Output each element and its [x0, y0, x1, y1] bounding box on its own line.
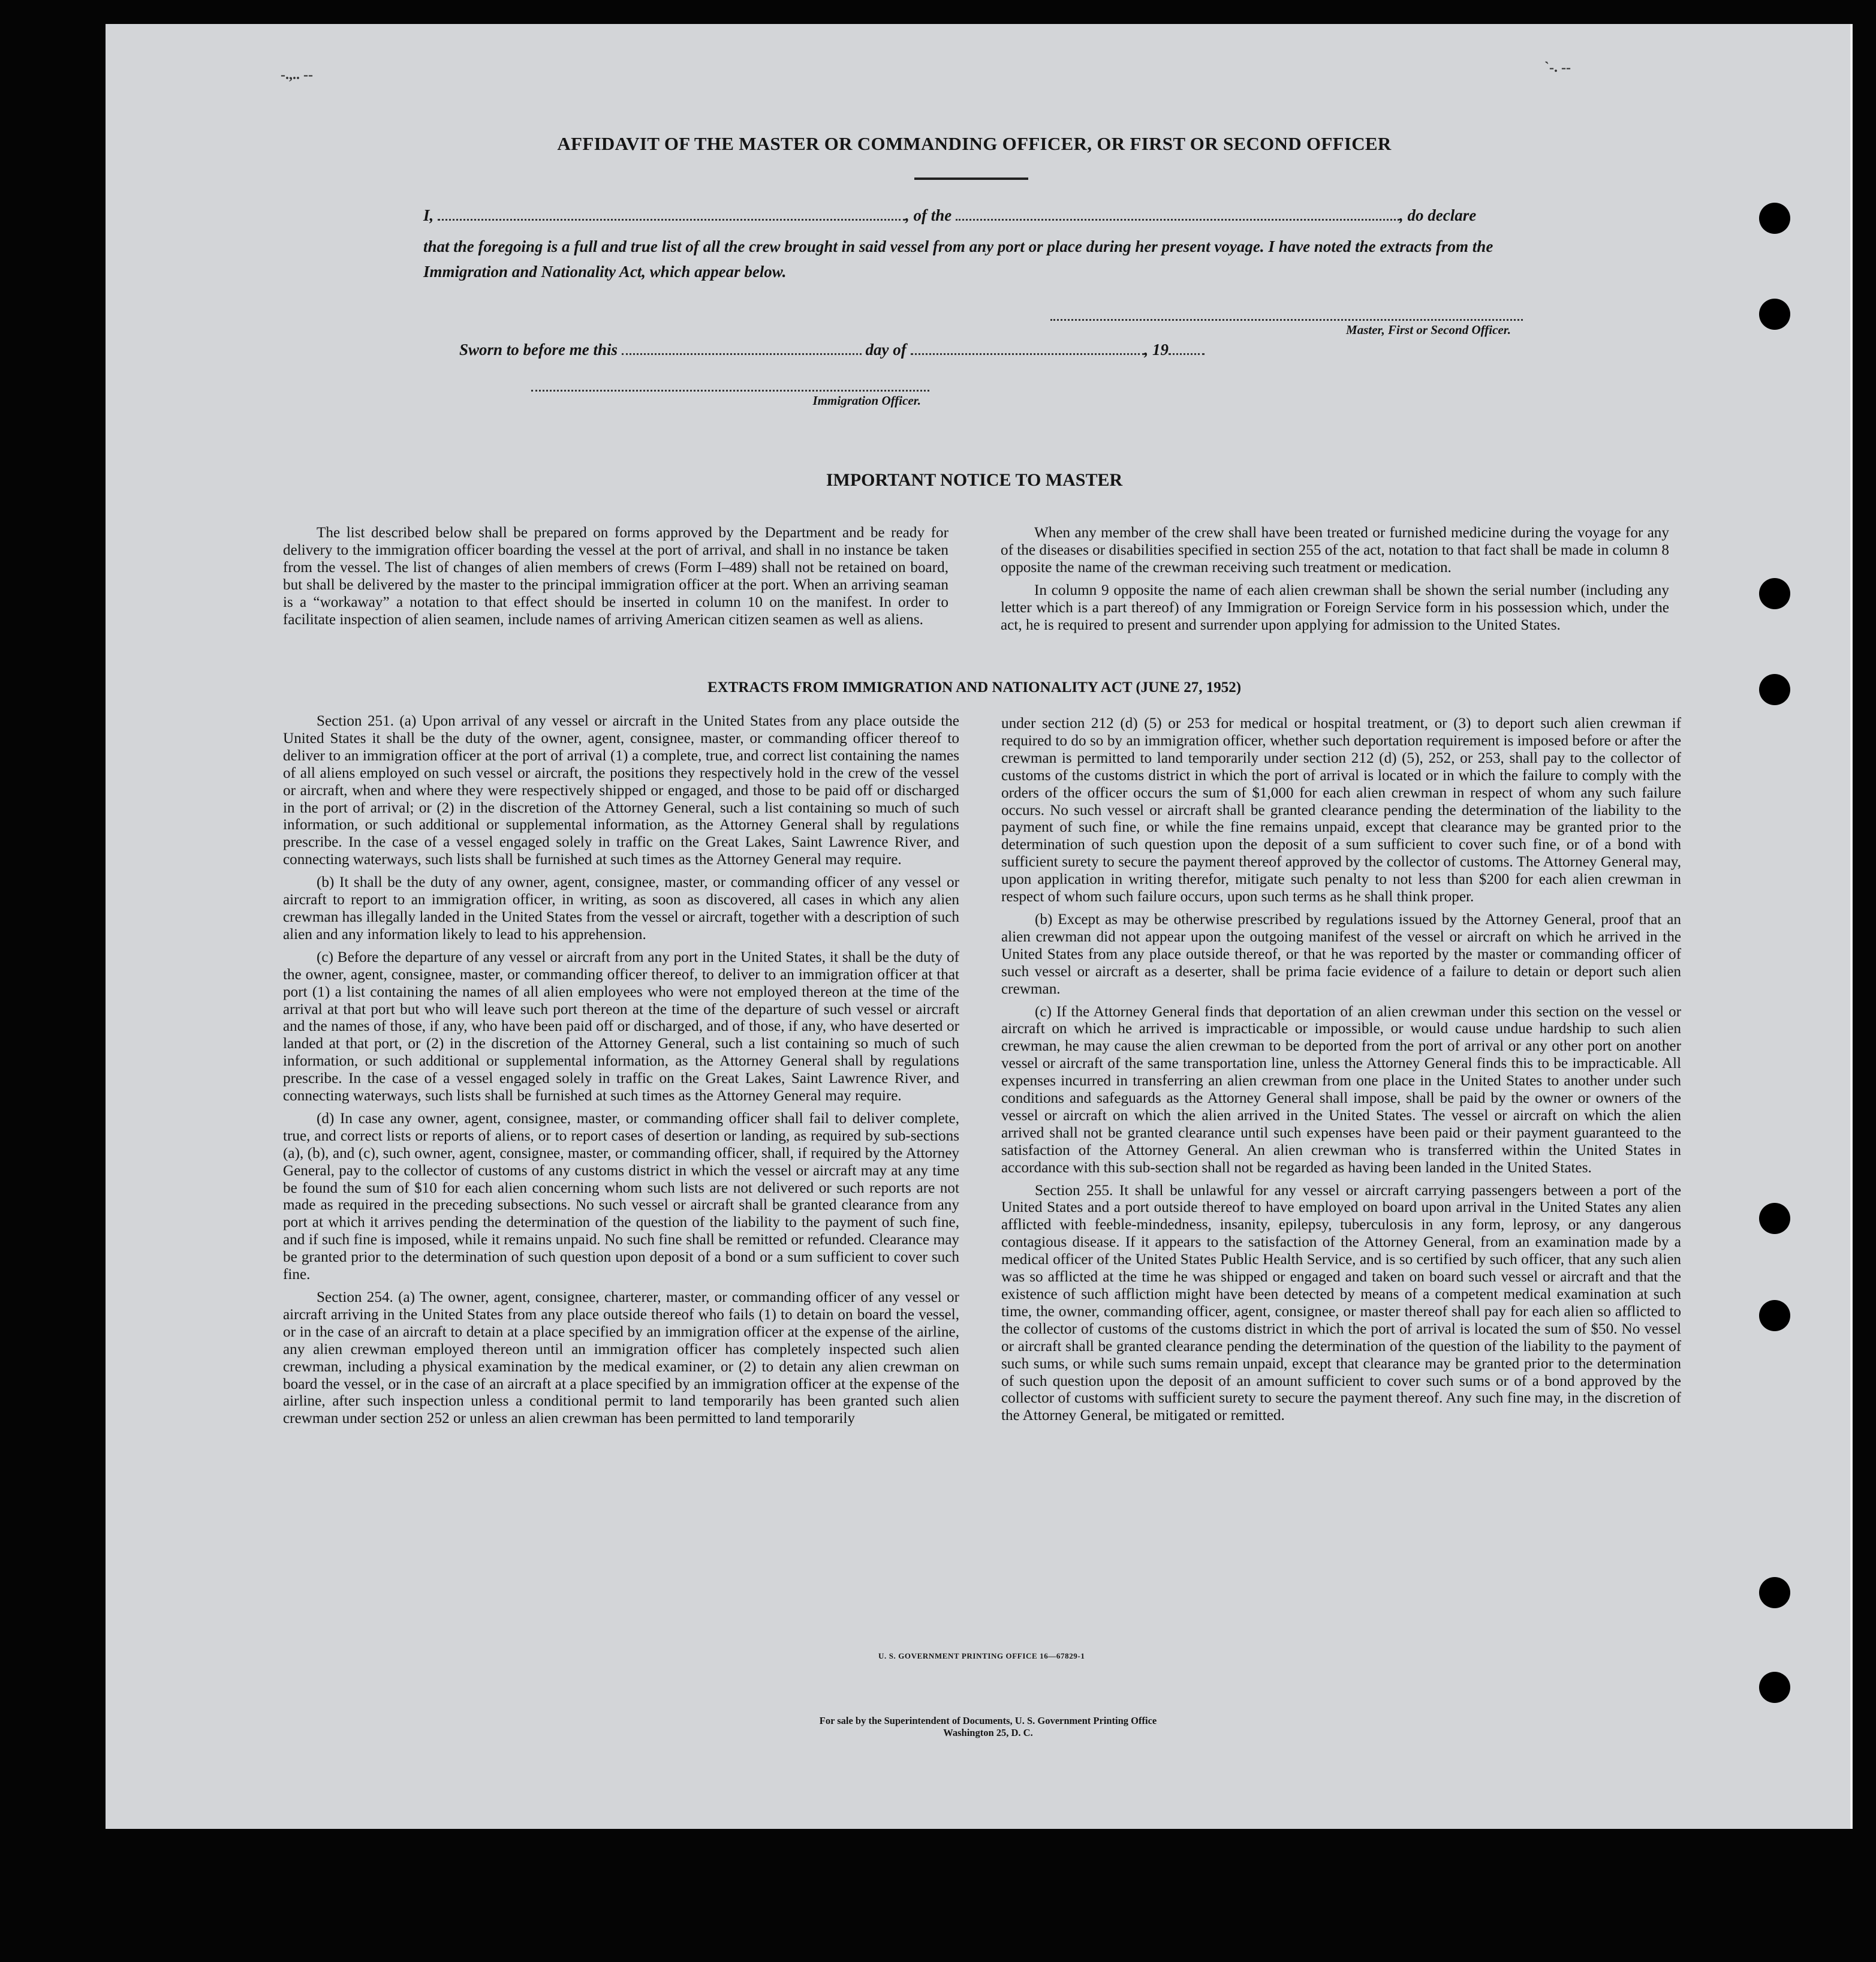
sworn-line — [459, 341, 1205, 359]
title-rule — [914, 177, 1028, 180]
sheet-edge — [1850, 24, 1853, 1829]
extract-paragraph: (d) In case any owner, agent, consignee, master, or commanding officer shall fail to deliver complete, true, and correct lists or reports of aliens, or to report cases of desertion or landing, as required by sub-sections (a), (b), and (c), such owner, agent, consignee, master, or commanding officer, shall, if required by the Attorney General, pay to the collector of customs of any customs district in which the vessel or aircraft may at any time be found the sum of $10 for each alien concerning whom such lists are not delivered or such reports are not made as required in the preceding subsections. No such vessel or aircraft shall be granted clearance from any port at which it arrives pending the determination of the question of the liability to the payment of such fine, and if such fine is imposed, while it remains unpaid. No such fine shall be remitted or refunded. Clearance may be granted prior to the determination of such question upon deposit of a bond or a sum sufficient to cover such fine. — [283, 1110, 959, 1283]
notice-paragraph: The list described below shall be prepared on forms approved by the Department and be ready for delivery to the immigration officer boarding the vessel at the port of arrival, and shall in no instance be taken from the vessel. The list of changes of alien members of crews (Form I–489) shall not be retained on board, but shall be delivered by the master to the principal immigration officer at the port. When an arriving seaman is a “workaway” a notation to that effect should be inserted in column 10 on the manifest. In order to facilitate inspection of alien seamen, include names of arriving American citizen seamen as well as aliens. — [283, 525, 948, 628]
sworn-month-field[interactable] — [911, 342, 1145, 355]
vessel-field[interactable] — [956, 208, 1399, 221]
declaration-text: that the foregoing is a full and true list of all the crew brought in said vessel from any port or place during her present voyage. I have noted the extracts from the Immigration and Nationality Act, which appear below. — [423, 237, 1493, 281]
punch-hole — [1759, 578, 1790, 609]
day-of-label: day of — [865, 341, 907, 359]
corner-mark-right: `-. -- — [1544, 60, 1571, 76]
immigration-officer-label: Immigration Officer. — [812, 393, 921, 408]
sworn-label: Sworn to before me this — [459, 341, 618, 359]
i-label: I, — [423, 206, 434, 224]
name-field[interactable] — [438, 208, 905, 221]
declaration-line — [423, 206, 1526, 225]
notice-right-column — [1001, 525, 1669, 639]
extract-paragraph: (c) If the Attorney General finds that deportation of an alien crewman under this section on the vessel or aircraft on which he arrived is impracticable or impossible, or would cause undue hardship to such alien crewman, he may cause the alien crewman to be deported from the port of arrival or any other port on another vessel or aircraft of the same transportation line, unless the Attorney General finds this to be impracticable. All expenses incurred in transferring an alien crewman from one place in the United States to another under such conditions and safeguards as the Attorney General shall impose, shall be paid by the owner or owners of the vessel or aircraft on which the alien arrived in the United States. The vessel or aircraft on which the alien arrived shall not be granted clearance until such expenses have been paid or their payment guaranteed to the satisfaction of the Attorney General. An alien crewman who is transferred within the United States in accordance with this sub-section shall not be regarded as having been landed in the United States. — [1001, 1003, 1681, 1176]
do-declare-label: , do declare — [1399, 206, 1477, 224]
extracts-title: EXTRACTS FROM IMMIGRATION AND NATIONALITY ACT (JUNE 27, 1952) — [707, 679, 1242, 696]
notice-title: IMPORTANT NOTICE TO MASTER — [826, 470, 1123, 490]
sworn-year-field[interactable] — [1169, 342, 1205, 355]
extract-paragraph: Section 251. (a) Upon arrival of any vessel or aircraft in the United States from any place outside the United States it shall be the duty of the owner, agent, consignee, master, or commanding officer thereof to deliver to an immigration officer at the port of arrival (1) a complete, true, and correct list containing the names of all aliens employed on such vessel or aircraft, the positions they respectively hold in the crew of the vessel or aircraft, when and where they were respectively shipped or engaged, and those to be paid off or discharged in the port of arrival; or (2) in the discretion of the Attorney General, such a list containing so much of such information, or such additional or supplemental information, as the Attorney General shall by regulations prescribe. In the case of a vessel engaged solely in traffic on the Great Lakes, Saint Lawrence River, and connecting waterways, such lists shall be furnished at such times as the Attorney General may require. — [283, 713, 959, 868]
for-sale-notice — [0, 1715, 1876, 1739]
extracts-left-column — [283, 713, 959, 1433]
affidavit-title: AFFIDAVIT OF THE MASTER OR COMMANDING OFFICER, OR FIRST OR SECOND OFFICER — [557, 133, 1392, 154]
punch-hole — [1759, 1203, 1790, 1234]
extract-paragraph: under section 212 (d) (5) or 253 for medical or hospital treatment, or (3) to deport such alien crewman if required to do so by an immigration officer, whether such deportation requirement is imposed before or after the crewman is permitted to land temporarily under section 212 (d) (5), 252, or 253, shall pay to the collector of customs of the customs district in which the port of arrival is located or in which the failure to comply with the orders of the officer occurs the sum of $1,000 for each alien crewman in respect of whom any such failure occurs. No such vessel or aircraft shall be granted clearance pending the determination of the liability to the payment of such fine, or while the fine remains unpaid, except that clearance may be granted prior to the determination of such question upon the deposit of a sum sufficient to cover such fine, or of a bond with sufficient surety to secure the payment thereof approved by the collector of customs. The Attorney General may, upon application in writing therefor, mitigate such penalty to not less than $200 for each alien crewman in respect of whom such failure occurs, upon such terms as he shall think proper. — [1001, 715, 1681, 905]
punch-hole — [1759, 1672, 1790, 1703]
punch-hole — [1759, 203, 1790, 234]
for-sale-line: For sale by the Superintendent of Documents, U. S. Government Printing Office — [819, 1715, 1157, 1726]
notice-paragraph: When any member of the crew shall have been treated or furnished medicine during the voyage for any of the diseases or disabilities specified in section 255 of the act, notation to that fact shall be made in column 8 opposite the name of the crewman receiving such treatment or medication. — [1001, 525, 1669, 576]
punch-hole — [1759, 1300, 1790, 1331]
extract-paragraph: (b) It shall be the duty of any owner, agent, consignee, master, or commanding officer of any vessel or aircraft to report to an immigration officer, in writing, as soon as discovered, all cases in which any alien crewman has illegally landed in the United States from the vessel or aircraft, together with a description of such alien and any information likely to lead to his apprehension. — [283, 874, 959, 943]
master-signature-field[interactable] — [1050, 319, 1523, 321]
of-the-label: , of the — [905, 206, 952, 224]
gpo-imprint: U. S. GOVERNMENT PRINTING OFFICE 16—67829-1 — [878, 1651, 1085, 1660]
punch-hole — [1759, 1577, 1790, 1608]
year-label: , 19 — [1144, 341, 1169, 359]
extract-paragraph: (b) Except as may be otherwise prescribed by regulations issued by the Attorney General, proof that an alien crewman did not appear upon the outgoing manifest of the vessel or aircraft on which he arrived in the United States from any place outside thereof, or that he was reported by the master or commanding officer of such vessel or aircraft as a deserter, shall be prima facie evidence of a failure to detain or deport such alien crewman. — [1001, 911, 1681, 997]
notice-left-column — [283, 525, 948, 634]
for-sale-address: Washington 25, D. C. — [943, 1727, 1033, 1738]
extract-paragraph: (c) Before the departure of any vessel or aircraft from any port in the United States, it shall be the duty of the owner, agent, consignee, master, or commanding officer thereof, to deliver to an immigration officer at that port (1) a list containing the names of all alien employees who were not employed thereon at the time of the arrival at that port but who will leave such port thereon at the time of the departure of such vessel or aircraft and the names of those, if any, who have been paid off or discharged, and of those, if any, who have deserted or landed at that port, or (2) in the discretion of the Attorney General, such a list containing so much of such information, or such additional or supplemental information, as the Attorney General shall by regulations prescribe. In the case of a vessel engaged solely in traffic on the Great Lakes, Saint Lawrence River, and connecting waterways, such lists shall be furnished at such times as the Attorney General may require. — [283, 949, 959, 1105]
extracts-right-column — [1001, 715, 1681, 1430]
corner-mark-left: -.,.. -- — [281, 67, 313, 83]
immigration-officer-signature-field[interactable] — [531, 390, 929, 392]
master-signature-label: Master, First or Second Officer. — [1346, 323, 1511, 337]
notice-paragraph: In column 9 opposite the name of each alien crewman shall be shown the serial number (including any letter which is a part thereof) of any Immigration or Foreign Service form in his possession which, under the act, he is required to present and surrender upon applying for admission to the United States. — [1001, 582, 1669, 633]
sworn-day-field[interactable] — [622, 342, 862, 355]
punch-hole — [1759, 299, 1790, 330]
extract-paragraph: Section 255. It shall be unlawful for any vessel or aircraft carrying passengers between a port of the United States and a port outside thereof to have employed on board upon arrival in the United States any alien afflicted with feeble-mindedness, insanity, epilepsy, tuberculosis in any form, leprosy, or any dangerous contagious disease. If it appears to the satisfaction of the Attorney General, from an examination made by a medical officer of the United States Public Health Service, and is so certified by such officer, that any such alien was so afflicted at the time he was shipped or engaged and taken on board such vessel or aircraft and that the existence of such affliction might have been detected by means of a competent medical examination at such time, the owner, commanding officer, agent, consignee, or master thereof shall pay for each alien so afflicted to the collector of customs of the customs district in which the port of arrival is located the sum of $50. No vessel or aircraft shall be granted clearance pending the determination of the question of the liability to the payment of such sums, or while such sums remain unpaid, except that clearance may be granted prior to the determination of such question upon the deposit of an amount sufficient to cover such sums or of a bond approved by the collector of customs with sufficient surety to secure the payment thereof. Any such fine may, in the discretion of the Attorney General, be mitigated or remitted. — [1001, 1182, 1681, 1424]
extract-paragraph: Section 254. (a) The owner, agent, consignee, charterer, master, or commanding officer of any vessel or aircraft arriving in the United States from any place outside thereof who fails (1) to detain on board the vessel, or in the case of an aircraft to detain at a place specified by an immigration officer at the expense of the airline, any alien crewman employed thereon until an immigration officer has completely inspected such alien crewman, including a physical examination by the medical examiner, or (2) to detain any alien crewman on board the vessel, or in the case of an aircraft at a place specified by an immigration officer at the expense of the airline, after such inspection unless a conditional permit to land temporarily has been granted such alien crewman under section 252 or unless an alien crewman has been permitted to land temporarily — [283, 1289, 959, 1427]
